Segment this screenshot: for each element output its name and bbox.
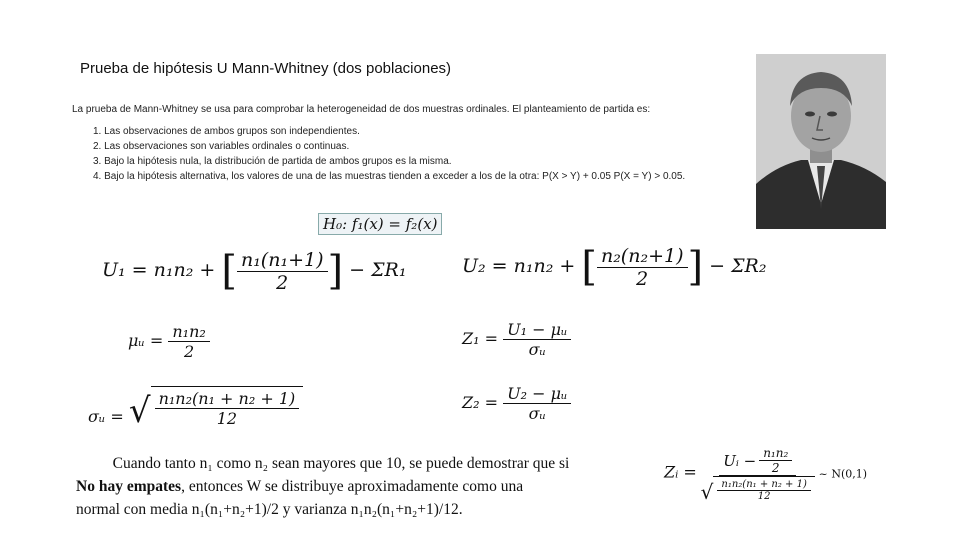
note-bold: No hay empates (76, 478, 182, 495)
sigma-numerator: n₁n₂(n₁ + n₂ + 1) (155, 389, 300, 409)
note-line-1: Cuando tanto n₁ como n₂ sean mayores que 10, se puede demostrar que si (112, 455, 570, 472)
formula-u2: U₂ = n₁n₂ + [ $\frac{\text{n₂(n₂+1)}}{2}$ ] − ΣR₂ (462, 244, 767, 290)
z2-lhs: Z₂ = (462, 393, 499, 412)
note-line-2 (76, 475, 606, 498)
mu-numerator: n₁n₂ (168, 322, 209, 342)
zi-num-b-num: n₁n₂ (759, 446, 792, 461)
formula-z1 (462, 320, 571, 359)
sigma-denominator: 12 (216, 409, 238, 428)
intro-text: La prueba de Mann-Whitney se usa para comprobar la heterogeneidad de dos muestras ordinales. El planteamiento de partida es: (72, 104, 651, 115)
note-line-3: normal con media n₁(n₁+n₂+1)/2 y varianza n₁n₂(n₁+n₂+1)/12. (76, 501, 463, 518)
assumption-item: 1. Las observaciones de ambos grupos son independientes. (93, 126, 360, 137)
z2-numerator: U₂ − μᵤ (503, 384, 571, 404)
zi-den-den: 12 (757, 491, 771, 502)
u2-numerator: n₂(n₂+1) (597, 245, 688, 268)
u1-numerator: n₁(n₁+1) (237, 249, 328, 272)
zi-num-b-den: 2 (771, 461, 780, 475)
null-hypothesis: H₀: f₁(x) = f₂(x) (318, 213, 442, 235)
u1-rhs: − ΣR₁ (349, 259, 407, 281)
note-line-2-text: , entonces W se distribuye aproximadamente como una (181, 478, 524, 495)
zi-lhs: Zᵢ = (664, 462, 697, 482)
formula-mu (128, 322, 210, 361)
mu-lhs: μᵤ = (128, 331, 164, 350)
u1-denominator: 2 (276, 271, 289, 294)
formula-z2 (462, 384, 571, 423)
formula-zi: Zᵢ = Uᵢ − $\frac{\text{n₁n₂}}{2}$ √ $\frac{\text{n₁n₂(n₁ + n₂ + 1)}}{12}$ ~ N(0,1) (664, 446, 868, 504)
zi-den-num: n₁n₂(n₁ + n₂ + 1) (717, 479, 810, 491)
u2-denominator: 2 (636, 267, 649, 290)
portrait-photo (756, 54, 886, 229)
z2-denominator: σᵤ (528, 404, 546, 423)
formula-sigma: σᵤ = √ $\frac{\text{n₁n₂(n₁ + n₂ + 1)}}{12}$ (88, 386, 303, 428)
assumption-item: 2. Las observaciones son variables ordinales o continuas. (93, 141, 350, 152)
zi-rhs: ~ N(0,1) (818, 467, 868, 481)
z1-denominator: σᵤ (528, 340, 546, 359)
formula-u1: U₁ = n₁n₂ + [ $\frac{\text{n₁(n₁+1)}}{2}$ ] − ΣR₁ (102, 248, 407, 294)
normal-approximation-note (76, 452, 606, 521)
slide-title: Prueba de hipótesis U Mann-Whitney (dos poblaciones) (80, 60, 452, 77)
assumption-item: 4. Bajo la hipótesis alternativa, los valores de una de las muestras tienden a exceder a los de la otra: P(X > Y) + 0.05 P(X = Y) > 0.05. (93, 171, 686, 182)
z1-numerator: U₁ − μᵤ (503, 320, 571, 340)
zi-numerator-a: Uᵢ − (723, 451, 757, 470)
sigma-lhs: σᵤ = (88, 407, 124, 426)
z1-lhs: Z₁ = (462, 329, 499, 348)
mu-denominator: 2 (184, 342, 195, 361)
portrait-illustration (756, 54, 886, 229)
assumptions-list (93, 126, 685, 186)
assumption-item: 3. Bajo la hipótesis nula, la distribución de partida de ambos grupos es la misma. (93, 156, 452, 167)
u2-lhs: U₂ = n₁n₂ + (462, 255, 576, 277)
u2-rhs: − ΣR₂ (709, 255, 767, 277)
u1-lhs: U₁ = n₁n₂ + (102, 259, 216, 281)
